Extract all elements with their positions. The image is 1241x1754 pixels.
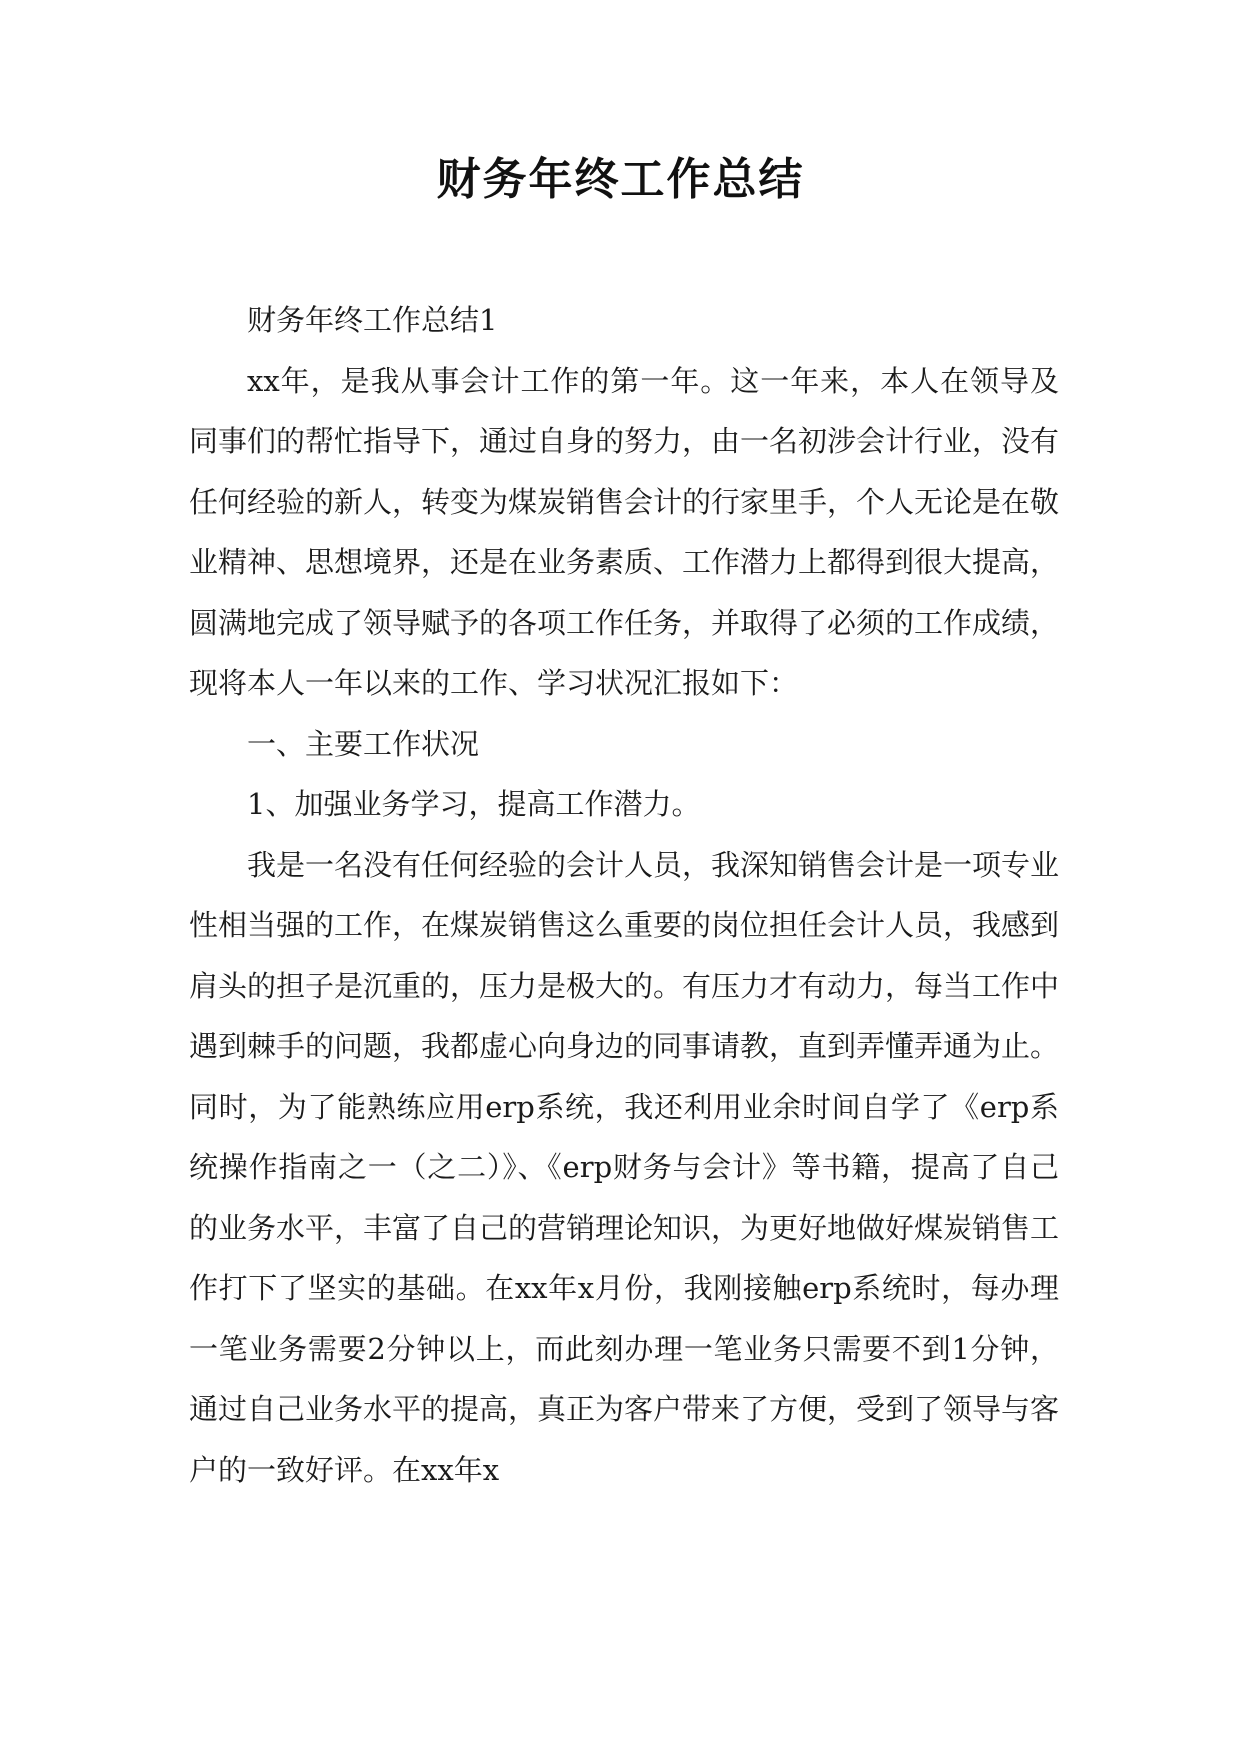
paragraph: xx年，是我从事会计工作的第一年。这一年来，本人在领导及同事们的帮忙指导下，通过自身的努力，由一名初涉会计行业，没有任何经验的新人，转变为煤炭销售会计的行家里手，个人无论是在敬业精神、思想境界，还是在业务素质、工作潜力上都得到很大提高，圆满地完成了领导赋予的各项工作任务，并取得了必须的工作成绩，现将本人一年以来的工作、学习状况汇报如下： bbox=[189, 363, 1060, 700]
subsection-heading: 一、主要工作状况 bbox=[247, 726, 480, 761]
section-heading: 财务年终工作总结1 bbox=[247, 303, 498, 337]
document-title: 财务年终工作总结 bbox=[436, 154, 805, 205]
subsection-heading: 1、加强业务学习，提高工作潜力。 bbox=[247, 787, 701, 821]
document-body bbox=[189, 290, 1059, 1500]
paragraph: 我是一名没有任何经验的会计人员，我深知销售会计是一项专业性相当强的工作，在煤炭销售这么重要的岗位担任会计人员，我感到肩头的担子是沉重的，压力是极大的。有压力才有动力，每当工作中遇到棘手的问题，我都虚心向身边的同事请教，直到弄懂弄通为止。同时，为了能熟练应用erp系统，我还利用业余时间自学了《erp系统操作指南之一（之二）》、《erp财务与会计》等书籍，提高了自己的业务水平，丰富了自己的营销理论知识，为更好地做好煤炭销售工作打下了坚实的基础。在xx年x月份，我刚接触erp系统时，每办理一笔业务需要2分钟以上，而此刻办理一笔业务只需要不到1分钟，通过自己业务水平的提高，真正为客户带来了方便，受到了领导与客户的一致好评。在xx年x bbox=[189, 847, 1060, 1487]
